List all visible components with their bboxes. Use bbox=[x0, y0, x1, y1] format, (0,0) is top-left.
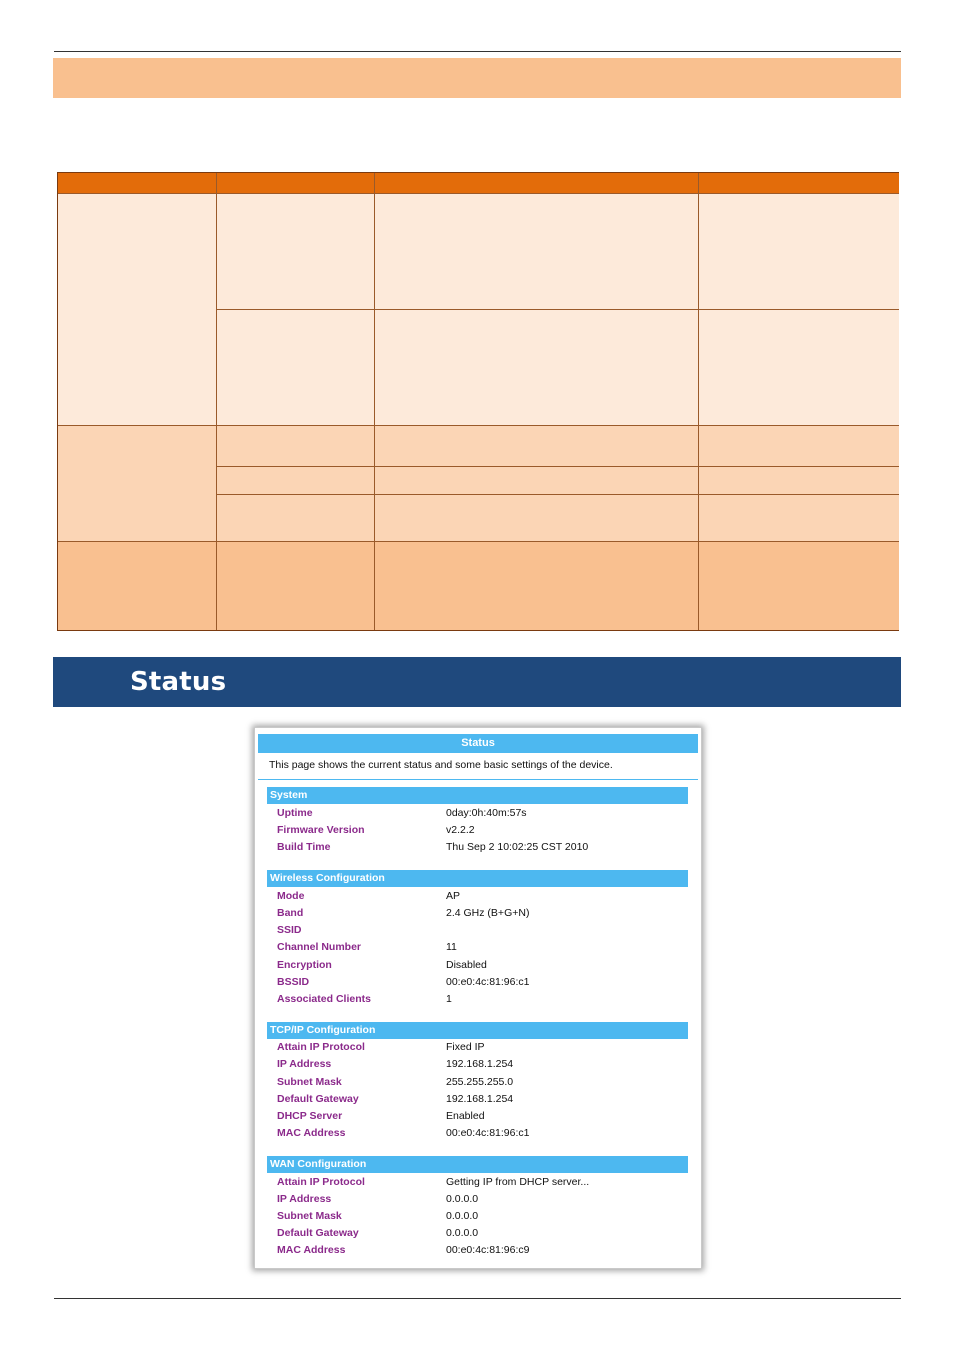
section-banner bbox=[53, 657, 901, 707]
section-heading-wan: WAN Configuration bbox=[267, 1156, 688, 1173]
row-label: Default Gateway bbox=[277, 1227, 359, 1239]
row-label: Subnet Mask bbox=[277, 1076, 342, 1088]
table-cell bbox=[217, 426, 375, 467]
row-label: Band bbox=[277, 907, 304, 919]
row-value: v2.2.2 bbox=[446, 824, 475, 836]
status-row bbox=[277, 805, 697, 821]
table-cell bbox=[375, 194, 699, 310]
table-cell bbox=[699, 426, 899, 467]
row-value: 00:e0:4c:81:96:c9 bbox=[446, 1244, 530, 1256]
status-row bbox=[277, 905, 697, 921]
table-cell bbox=[375, 310, 699, 426]
table-cell bbox=[375, 542, 699, 630]
section-heading-system: System bbox=[267, 787, 688, 804]
status-row bbox=[277, 822, 697, 838]
row-label: IP Address bbox=[277, 1058, 332, 1070]
footer-rule bbox=[54, 1298, 901, 1299]
row-value: 0.0.0.0 bbox=[446, 1210, 479, 1222]
row-label: Attain IP Protocol bbox=[277, 1041, 365, 1053]
row-label: Firmware Version bbox=[277, 824, 365, 836]
table-cell bbox=[699, 467, 899, 495]
status-row bbox=[277, 922, 697, 938]
row-value: 2.4 GHz (B+G+N) bbox=[446, 907, 530, 919]
table-header-cell bbox=[58, 173, 217, 194]
section-heading-wireless: Wireless Configuration bbox=[267, 870, 688, 887]
table-cell bbox=[375, 467, 699, 495]
table-header-cell bbox=[217, 173, 375, 194]
row-value: Enabled bbox=[446, 1110, 485, 1122]
row-value: 192.168.1.254 bbox=[446, 1058, 514, 1070]
table-cell bbox=[699, 495, 899, 542]
status-row bbox=[277, 1242, 697, 1258]
row-value: 0.0.0.0 bbox=[446, 1193, 479, 1205]
status-row bbox=[277, 1108, 697, 1124]
row-value: 0.0.0.0 bbox=[446, 1227, 479, 1239]
row-label: Uptime bbox=[277, 807, 313, 819]
panel-description: This page shows the current status and some basic settings of the device. bbox=[269, 759, 613, 771]
status-row bbox=[277, 1039, 697, 1055]
status-row bbox=[277, 888, 697, 904]
row-label: Associated Clients bbox=[277, 993, 371, 1005]
status-row bbox=[277, 1056, 697, 1072]
status-row bbox=[277, 1191, 697, 1207]
row-value: Getting IP from DHCP server... bbox=[446, 1176, 590, 1188]
table-header-cell bbox=[375, 173, 699, 194]
row-label: Subnet Mask bbox=[277, 1210, 342, 1222]
header-bar bbox=[53, 58, 901, 98]
panel-divider bbox=[258, 779, 698, 780]
table-cell bbox=[217, 467, 375, 495]
row-label: Default Gateway bbox=[277, 1093, 359, 1105]
table-cell bbox=[217, 194, 375, 310]
row-value: 0day:0h:40m:57s bbox=[446, 807, 527, 819]
table-cell bbox=[58, 194, 217, 426]
table-cell bbox=[58, 542, 217, 630]
table-cell bbox=[699, 542, 899, 630]
status-row bbox=[277, 1208, 697, 1224]
section-title: Status bbox=[130, 667, 227, 697]
status-row bbox=[277, 1174, 697, 1190]
row-value: 192.168.1.254 bbox=[446, 1093, 514, 1105]
row-label: Mode bbox=[277, 890, 305, 902]
table-cell bbox=[217, 542, 375, 630]
row-label: Channel Number bbox=[277, 941, 362, 953]
row-label: IP Address bbox=[277, 1193, 332, 1205]
table-cell bbox=[217, 495, 375, 542]
row-label: MAC Address bbox=[277, 1244, 346, 1256]
row-label: DHCP Server bbox=[277, 1110, 343, 1122]
row-value: 1 bbox=[446, 993, 452, 1005]
row-value: Disabled bbox=[446, 959, 487, 971]
row-value: 255.255.255.0 bbox=[446, 1076, 514, 1088]
table-cell bbox=[375, 495, 699, 542]
row-value: 11 bbox=[446, 941, 457, 953]
status-row bbox=[277, 939, 697, 955]
status-row bbox=[277, 1225, 697, 1241]
table-cell bbox=[217, 310, 375, 426]
table-cell bbox=[699, 194, 899, 310]
header-rule bbox=[54, 51, 901, 52]
status-row bbox=[277, 991, 697, 1007]
table-cell bbox=[699, 310, 899, 426]
status-row bbox=[277, 974, 697, 990]
table-cell bbox=[58, 426, 217, 542]
panel-title: Status bbox=[258, 734, 698, 753]
status-row bbox=[277, 1125, 697, 1141]
row-value: 00:e0:4c:81:96:c1 bbox=[446, 1127, 530, 1139]
table-cell bbox=[375, 426, 699, 467]
row-value: Thu Sep 2 10:02:25 CST 2010 bbox=[446, 841, 589, 853]
row-label: MAC Address bbox=[277, 1127, 346, 1139]
section-heading-tcpip: TCP/IP Configuration bbox=[267, 1022, 688, 1039]
row-value: 00:e0:4c:81:96:c1 bbox=[446, 976, 530, 988]
row-value: AP bbox=[446, 890, 461, 902]
status-panel bbox=[254, 727, 702, 1269]
row-value: Fixed IP bbox=[446, 1041, 485, 1053]
row-label: BSSID bbox=[277, 976, 310, 988]
settings-table bbox=[57, 172, 899, 631]
row-label: Build Time bbox=[277, 841, 331, 853]
status-row bbox=[277, 1074, 697, 1090]
row-label: Encryption bbox=[277, 959, 332, 971]
row-label: Attain IP Protocol bbox=[277, 1176, 365, 1188]
table-header-cell bbox=[699, 173, 899, 194]
status-row bbox=[277, 1091, 697, 1107]
row-label: SSID bbox=[277, 924, 302, 936]
status-row bbox=[277, 839, 697, 855]
status-row bbox=[277, 957, 697, 973]
